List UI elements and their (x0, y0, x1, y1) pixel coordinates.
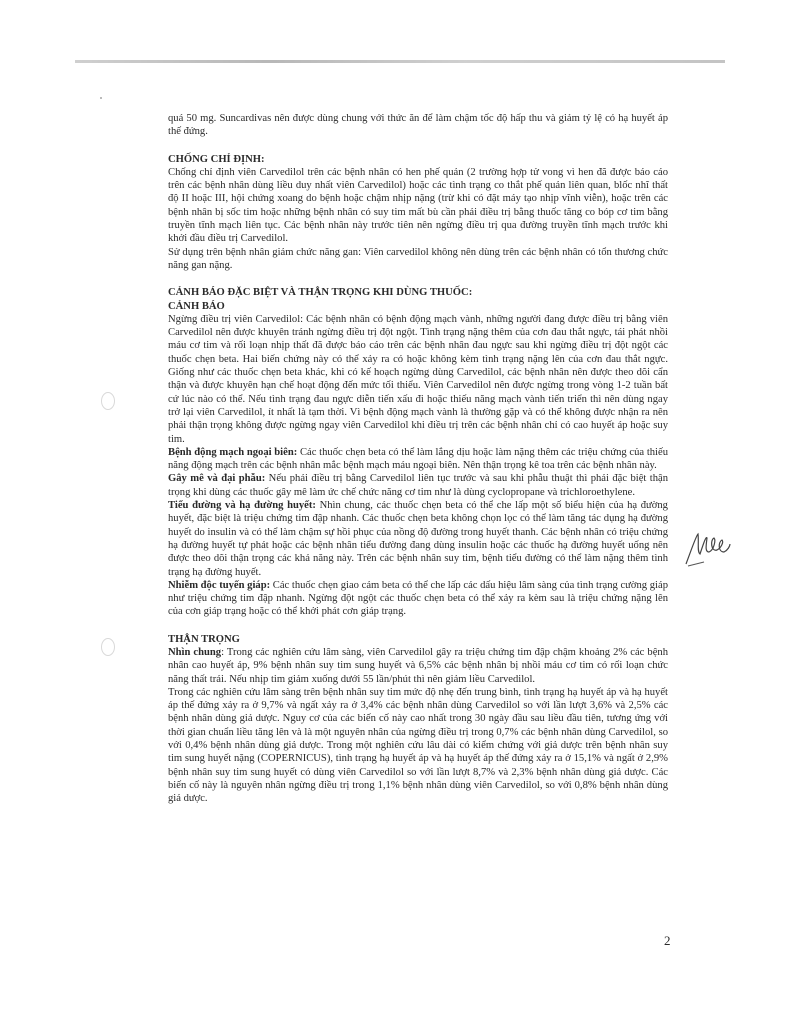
warnings-heading: CẢNH BÁO ĐẶC BIỆT VÀ THẬN TRỌNG KHI DÙNG THUỐC: (168, 287, 473, 299)
contraindication-heading: CHỐNG CHỈ ĐỊNH: (168, 153, 265, 165)
scan-top-edge (75, 60, 725, 63)
punch-hole-top (101, 392, 115, 410)
thyroid-text: Các thuốc chẹn giao cảm beta có thể che lấp các dấu hiệu lâm sàng của tình trạng cường giáp như triệu chứng tim đập nhanh. Ngừng đột ngột các thuốc chẹn beta có thể xảy ra kèm sau là triệu chứng nặng lên của cơn giáp trạng hoặc có thể khởi phát cơn giáp trạng. (168, 579, 668, 618)
thyroid-paragraph (168, 579, 668, 619)
warnings-subheading: CẢNH BÁO (168, 300, 225, 312)
diabetes-lead: Tiểu đường và hạ đường huyết: (168, 500, 316, 512)
contraindication-paragraph: Chống chỉ định viên Carvedilol trên các bệnh nhân có hen phế quản (2 trường hợp tử vong vì hen đã được báo cáo trên các bệnh nhân dùng liều duy nhất viên Carvedilol) hoặc các tình trạng co thắt phế quản liên quan, blốc nhĩ thất độ II hoặc III, hội chứng xoang do bệnh hoặc chậm nhịp nặng (trừ khi có đặt máy tạo nhịp vĩnh viễn), hoặc trên các bệnh nhân bị sốc tim hoặc những bệnh nhân có suy tim mất bù cần phải điều trị bằng thuốc tăng co bóp cơ tim bằng truyền tĩnh mạch liên tục. Các bệnh nhân này trước tiên nên ngừng điều trị qua đường truyền tĩnh mạch trước khi khởi đầu điều trị Carvedilol. (168, 166, 668, 245)
withdrawal-paragraph: Ngừng điều trị viên Carvedilol: Các bệnh nhân có bệnh động mạch vành, những người đang được điều trị bằng viên Carvedilol nên được khuyên tránh ngừng điều trị đột ngột. Tình trạng nặng thêm của cơn đau thắt ngực, tái phát nhồi máu cơ tim và rối loạn nhịp thất đã được báo cáo trên các bệnh nhân đau ngực sau khi ngừng điều trị đột ngột các thuốc chẹn beta. Hai biến chứng này có thể xảy ra có hoặc không kèm tình trạng nặng lên của cơn đau thắt ngực. Giống như các thuốc chẹn beta khác, khi có kế hoạch ngừng dùng Carvedilol, các bệnh nhân nên được theo dõi cẩn thận và được khuyên hạn chế hoạt động đến mức tối thiểu. Viên Carvedilol nên được ngừng trong vòng 1-2 tuần bất cứ lúc nào có thể. Nếu tình trạng đau ngực diễn tiến xấu đi hoặc thiếu năng mạch vành tiến triển thì nên dùng ngay trở lại viên Carvedilol, ít nhất là tạm thời. Vì bệnh động mạch vành là thường gặp và có thể không được nhận ra nên phải thận trọng không được ngừng ngay viên Carvedilol khi điều trị trên các bệnh nhân chỉ có cao huyết áp hoặc suy tim. (168, 313, 668, 445)
thyroid-lead: Nhiễm độc tuyến giáp: (168, 579, 271, 591)
hypotension-paragraph: Trong các nghiên cứu lâm sàng trên bệnh nhân suy tim mức độ nhẹ đến trung bình, tình trạng hạ huyết áp và hạ huyết áp thế đứng xảy ra ở 9,7% và ngất xảy ra ở 3,4% các bệnh nhân dùng Carvedilol so với lần lượt 3,6% và 2,5% các bệnh nhân dùng giả dược. Nguy cơ của các biến cố này cao nhất trong 30 ngày đầu sau liều đầu tiên, tương ứng với thời gian chuẩn liều tăng lên và là một nguyên nhân của ngừng điều trị trong 0,7% các bệnh nhân dùng Carvedilol, so với 0,4% bệnh nhân dùng giả dược. Trong một nghiên cứu lâu dài có kiểm chứng với giả dược trên bệnh nhân suy tim sung huyết nặng (COPERNICUS), tình trạng hạ huyết áp và hạ huyết áp thế đứng xảy ra ở 15,1% và ngất ở 2,9% bệnh nhân suy tim sung huyết có dùng viên Carvedilol so với lần lượt 8,7% và 2,3% bệnh nhân dùng giả dược. Các biến cố này là nguyên nhân ngừng điều trị trong 1,1% bệnh nhân dùng viên Carvedilol, so với 0,8% bệnh nhân dùng giả dược. (168, 686, 668, 805)
document-page (168, 112, 668, 806)
liver-paragraph: Sử dụng trên bệnh nhân giảm chức năng gan: Viên carvedilol không nên dùng trên các bệnh nhân có tổn thương chức năng gan nặng. (168, 246, 668, 271)
general-text: : Trong các nghiên cứu lâm sàng, viên Carvedilol gây ra triệu chứng tim đập chậm khoảng 2% các bệnh nhân cao huyết áp, 9% bệnh nhân suy tim sung huyết và 6,5% các bệnh nhân bị nhồi máu cơ tim có rối loạn chức năng thất trái. Nếu nhịp tim giảm xuống dưới 55 lần/phút thì nên giảm liều Carvedilol. (168, 646, 668, 685)
anesthesia-lead: Gây mê và đại phẫu: (168, 473, 266, 485)
scan-speck (100, 97, 102, 99)
intro-paragraph: quá 50 mg. Suncardivas nên được dùng chung với thức ăn để làm chậm tốc độ hấp thu và giảm tỷ lệ có hạ huyết áp thế đứng. (168, 113, 668, 138)
caution-heading: THẬN TRỌNG (168, 633, 240, 645)
page-number: 2 (664, 933, 671, 948)
anesthesia-text: Nếu phải điều trị bằng Carvedilol liên tục trước và sau khi phẫu thuật thì phải đặc biệt thận trọng khi dùng các thuốc gây mê làm ức chế chức năng cơ tim như là dùng cyclopropane và trichloroethylene. (168, 473, 668, 498)
general-paragraph (168, 646, 668, 686)
punch-hole-bottom (101, 638, 115, 656)
diabetes-paragraph (168, 499, 668, 579)
diabetes-text: Nhìn chung, các thuốc chẹn beta có thể che lấp một số biểu hiện của hạ đường huyết, đặc biệt là triệu chứng tim đập nhanh. Các thuốc chẹn beta không chọn lọc có thể làm tăng tác dụng hạ đường huyết do insulin và có thể làm chậm sự hồi phục của nồng độ đường trong huyết thanh. Các bệnh nhân có triệu chứng hạ đường huyết tự phát hoặc các bệnh nhân tiểu đường đang dùng insulin hoặc các thuốc hạ đường huyết uống nên được theo dõi thận trọng các khả năng này. Trên các bệnh nhân suy tim, bệnh tiểu đường có thể làm nặng thêm tình trạng hạ đường huyết. (168, 500, 668, 578)
anesthesia-paragraph (168, 472, 668, 499)
handwritten-initials (684, 528, 732, 573)
pvd-paragraph (168, 446, 668, 473)
general-lead: Nhìn chung (168, 646, 222, 658)
pvd-lead: Bệnh động mạch ngoại biên: (168, 446, 298, 458)
pvd-text: Các thuốc chẹn beta có thể làm lắng dịu hoặc làm nặng thêm các triệu chứng của thiếu năng động mạch trên các bệnh nhân mắc bệnh mạch máu ngoại biên. Nên thận trọng kê toa trên các bệnh nhân này. (168, 446, 668, 472)
